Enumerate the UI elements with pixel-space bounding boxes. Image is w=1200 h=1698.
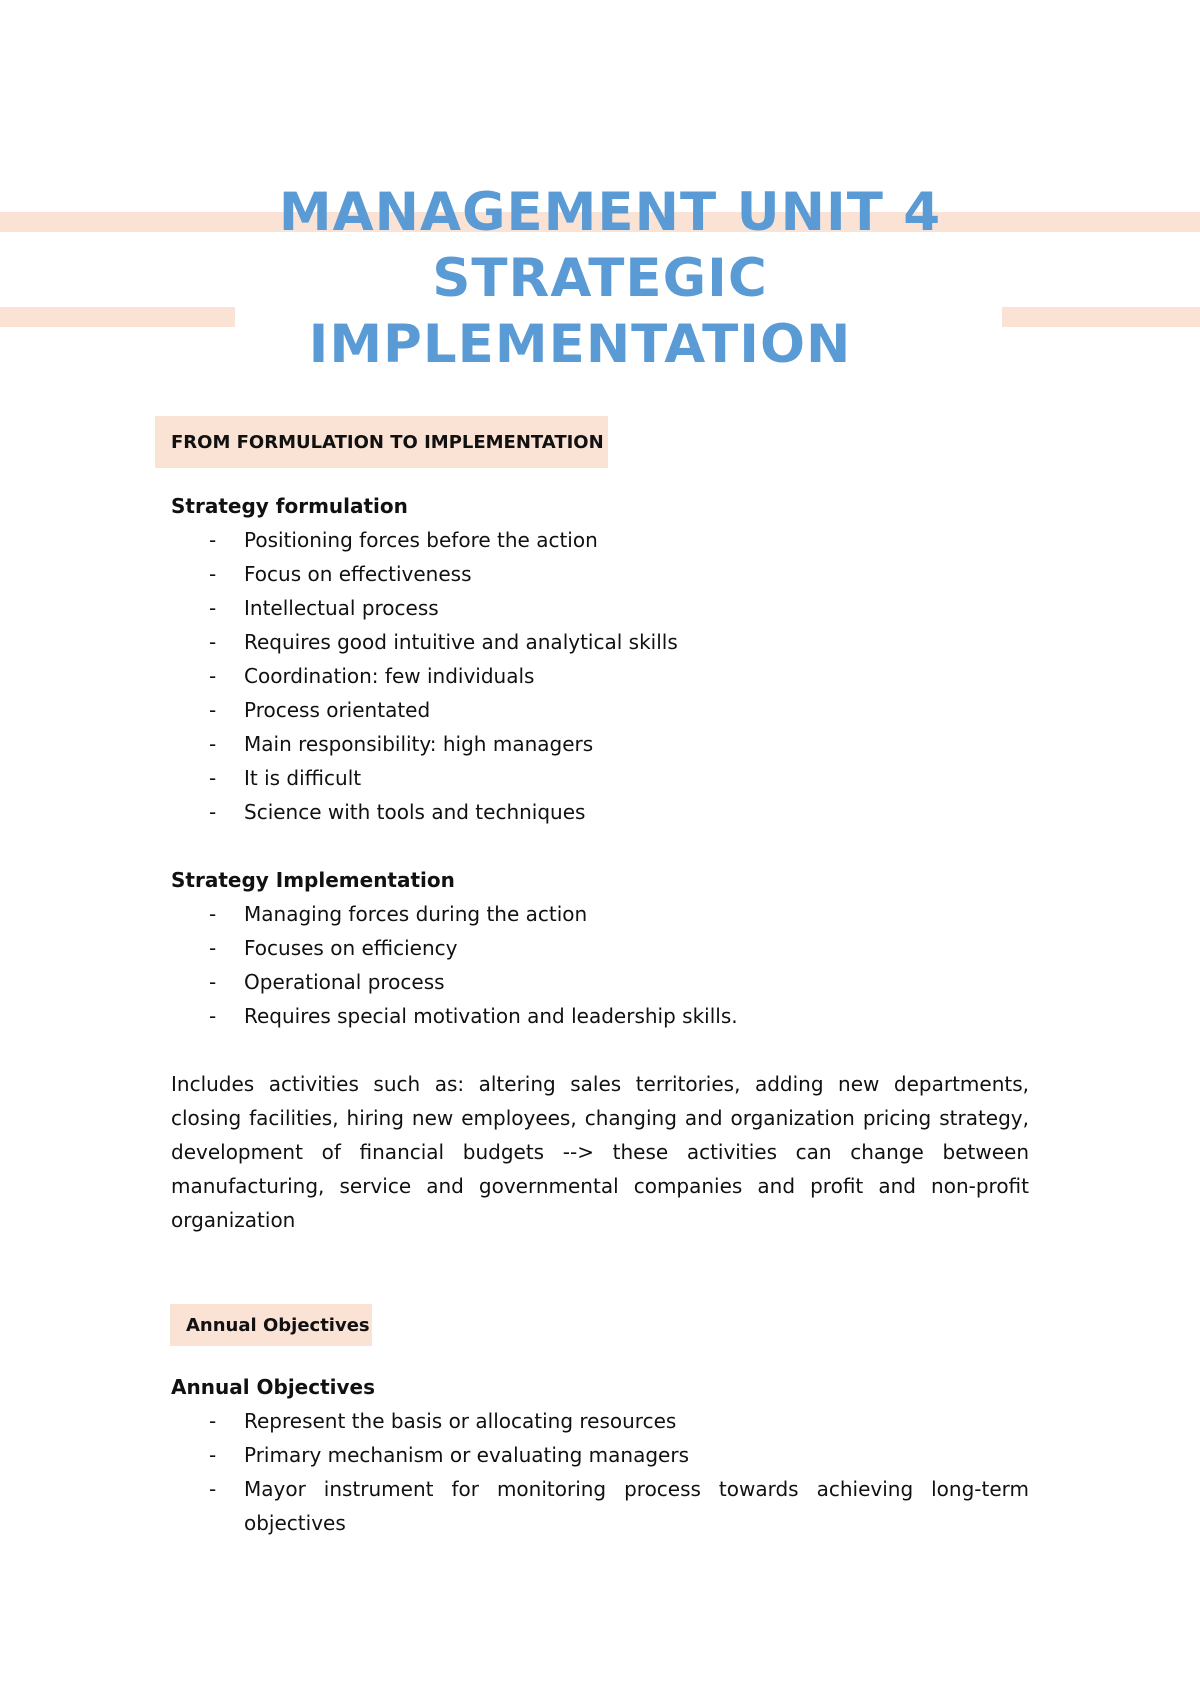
heading-strategy-implementation: Strategy Implementation	[171, 868, 455, 892]
paragraph-activities: Includes activities such as: altering sales territories, adding new departments, closing facilities, hiring new employees, changing and organization pricing strategy, development of financial budgets --> these activities can change between manufacturing, service and governmental companies and profit and non-profit organization	[171, 1072, 1029, 1232]
page-title	[0, 180, 1200, 378]
section-annual-objectives-content	[171, 1370, 1029, 1540]
list-annual-objectives	[171, 1404, 1029, 1540]
list-item-text: - Primary mechanism or evaluating managers	[244, 1443, 689, 1467]
list-item: - Intellectual process	[171, 591, 1029, 625]
section-tag-formulation	[155, 416, 608, 468]
section-tag-label: Annual Objectives	[186, 1314, 370, 1336]
list-item: - Main responsibility: high managers	[171, 727, 1029, 761]
list-item	[171, 1404, 1029, 1438]
list-item: - Managing forces during the action	[171, 897, 1029, 931]
list-item	[171, 1438, 1029, 1472]
section-formulation-content	[171, 489, 1029, 1237]
list-item: - Requires special motivation and leadership skills.	[171, 999, 1029, 1033]
list-item: - Focus on effectiveness	[171, 557, 1029, 591]
list-item: - It is difficult	[171, 761, 1029, 795]
list-item: - Coordination: few individuals	[171, 659, 1029, 693]
title-line-2: STRATEGIC	[432, 248, 768, 309]
list-item: - Positioning forces before the action	[171, 523, 1029, 557]
section-tag-annual-objectives	[170, 1304, 372, 1346]
heading-annual-objectives: Annual Objectives	[171, 1375, 376, 1399]
title-line-3: IMPLEMENTATION	[308, 314, 852, 375]
list-item: - Requires good intuitive and analytical skills	[171, 625, 1029, 659]
list-item	[171, 1472, 1029, 1540]
title-line-1: MANAGEMENT UNIT 4	[278, 182, 942, 243]
list-item: - Science with tools and techniques	[171, 795, 1029, 829]
list-strategy-formulation	[171, 523, 1029, 829]
list-item: - Focuses on efficiency	[171, 931, 1029, 965]
list-item-text: - Represent the basis or allocating resources	[244, 1409, 677, 1433]
list-strategy-implementation	[171, 897, 1029, 1033]
list-item: - Operational process	[171, 965, 1029, 999]
list-item-text: - Mayor instrument for monitoring process towards achieving long-term objectives	[244, 1477, 1029, 1535]
list-item: - Process orientated	[171, 693, 1029, 727]
section-tag-label: FROM FORMULATION TO IMPLEMENTATION	[171, 431, 604, 453]
heading-strategy-formulation: Strategy formulation	[171, 494, 408, 518]
